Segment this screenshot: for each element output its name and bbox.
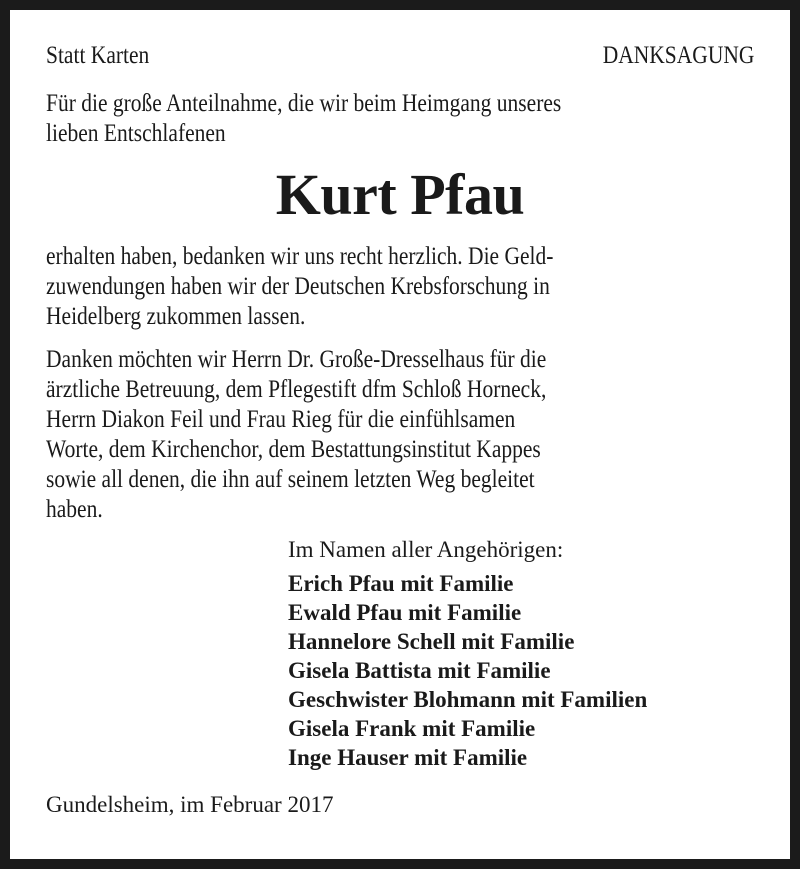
signature-intro: Im Namen aller Angehörigen: [288,537,564,562]
deceased-name: Kurt Pfau [275,162,525,227]
paragraph-line: Heidelberg zukommen lassen. [46,303,306,330]
signatory: Hannelore Schell mit Familie [288,629,575,654]
header-title: DANKSAGUNG [602,42,754,69]
intro-text [46,89,561,149]
intro-line: lieben Entschlafenen [46,120,226,147]
paragraph-donation [46,242,553,332]
signatory: Erich Pfau mit Familie [288,571,514,596]
signatory: Gisela Battista mit Familie [288,658,551,683]
paragraph-line: Worte, dem Kirchenchor, dem Bestattungsinstitut Kappes [46,436,541,463]
signatory: Inge Hauser mit Familie [288,745,528,770]
signatory: Ewald Pfau mit Familie [288,600,522,625]
intro-line: Für die große Anteilnahme, die wir beim Heimgang unseres [46,90,562,117]
place-date: Gundelsheim, im Februar 2017 [46,792,334,817]
paragraph-line: zuwendungen haben wir der Deutschen Krebsforschung in [46,273,550,300]
signatory: Geschwister Blohmann mit Familien [288,687,648,712]
paragraph-line: erhalten haben, bedanken wir uns recht herzlich. Die Geld- [46,243,554,270]
paragraph-line: Danken möchten wir Herrn Dr. Große-Dresselhaus für die [46,346,547,373]
paragraph-line: haben. [46,496,103,523]
signatory: Gisela Frank mit Familie [288,716,536,741]
paragraph-line: sowie all denen, die ihn auf seinem letzten Weg begleitet [46,466,535,493]
obituary-notice [10,10,790,859]
paragraph-thanks [46,345,546,525]
paragraph-line: Herrn Diakon Feil und Frau Rieg für die einfühlsamen [46,406,516,433]
header-left: Statt Karten [46,42,150,69]
paragraph-line: ärztliche Betreuung, dem Pflegestift dfm Schloß Horneck, [46,376,547,403]
